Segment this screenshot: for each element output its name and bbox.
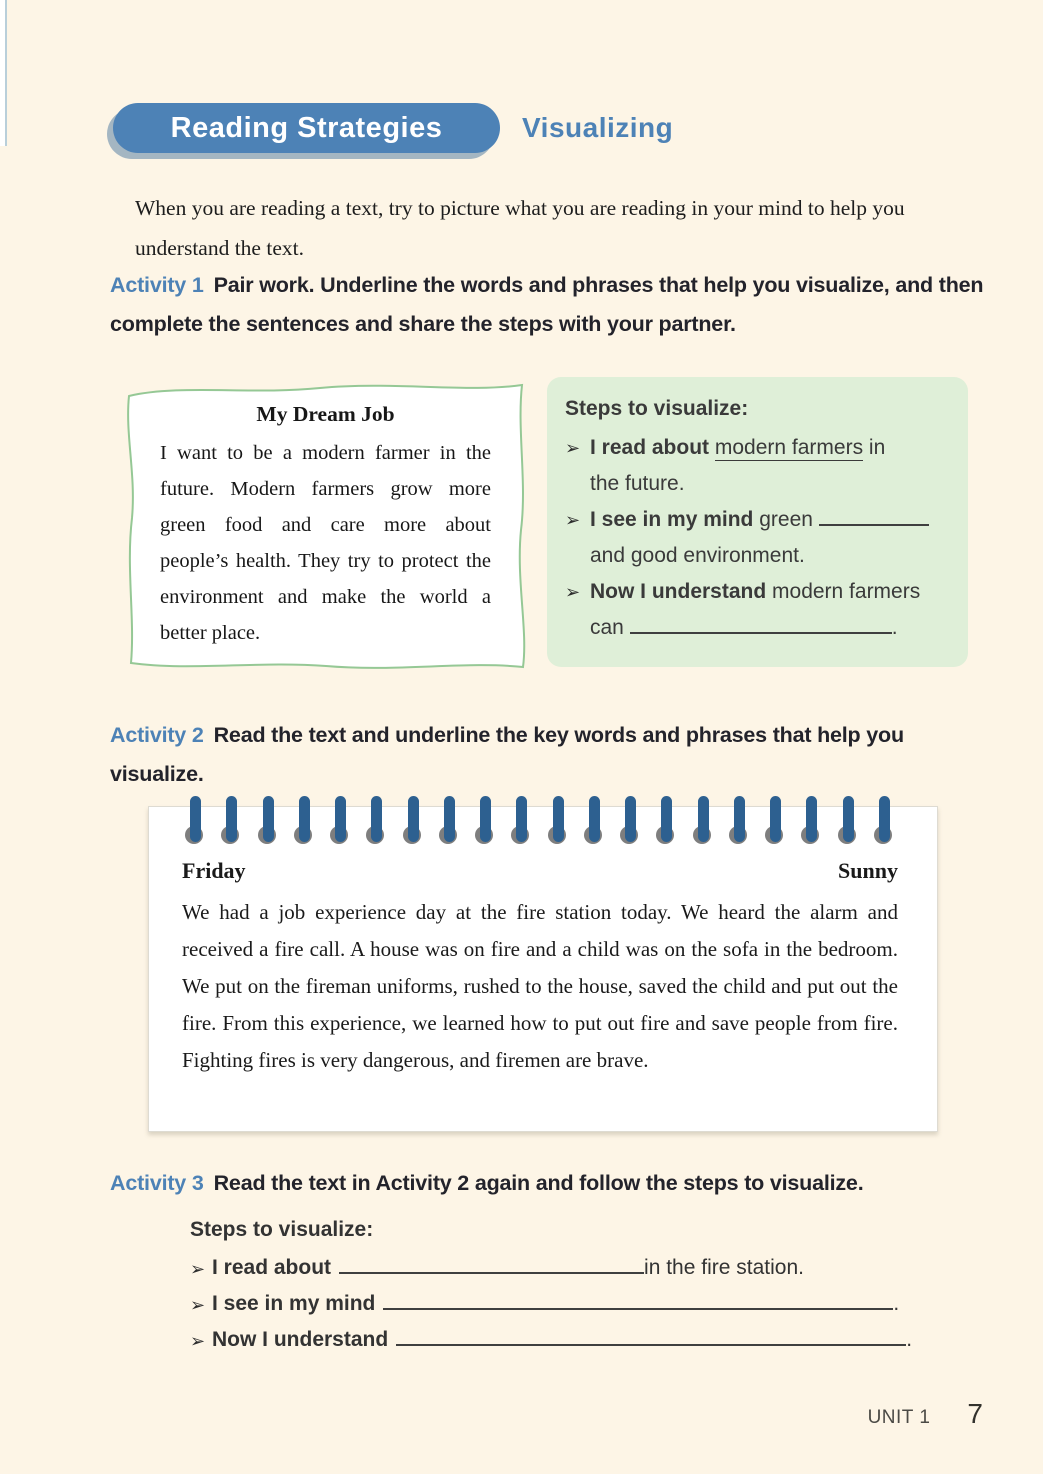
arrowhead-bullet-icon: ➢ (565, 438, 581, 458)
step-item-see-in-mind (565, 502, 950, 574)
step-item-read-about (565, 430, 950, 502)
diary-entry (148, 806, 938, 1079)
step3-lead: Now I understand (590, 580, 773, 603)
activity1-instruction: Pair work. Underline the words and phrases that help you visualize, and then complete the sentences and share the steps with your partner. (110, 273, 984, 336)
diary-text: We had a job experience day at the fire station today. We heard the alarm and received a fire call. A house was on fire and a child was on the sofa in the bedroom. We put on the fireman uniforms, rushed to the house, saved the child and put out the fire. From this experience, we learned how to put out fire and save people from fire. Fighting fires is very dangerous, and firemen are brave. (182, 900, 898, 1072)
arrowhead-bullet-icon: ➢ (565, 510, 581, 530)
step-tail: . (906, 1328, 913, 1351)
binding-pin-icon (371, 796, 382, 842)
fill-in-blank (383, 1289, 893, 1310)
badge-label: Reading Strategies (170, 111, 443, 144)
binding-pin-icon (480, 796, 491, 842)
step-item-now-understand (565, 574, 950, 646)
binding-pin-icon (698, 796, 709, 842)
binding-pin-icon (843, 796, 854, 842)
activity3-steps (190, 1212, 970, 1358)
diary-day: Friday (182, 858, 246, 883)
diary-weather: Sunny (838, 858, 898, 883)
binding-pin-icon (190, 796, 201, 842)
steps-list (565, 430, 950, 646)
binding-pin-icon (263, 796, 274, 842)
binding-pin-icon (444, 796, 455, 842)
binding-pin-icon (661, 796, 672, 842)
step3-line2: can (590, 616, 630, 639)
binding-pin-icon (299, 796, 310, 842)
binding-pin-icon (516, 796, 527, 842)
scan-page-edge (0, 0, 7, 146)
activity3-step2 (190, 1286, 970, 1322)
binding-pin-icon (625, 796, 636, 842)
fill-in-blank (819, 505, 929, 526)
step1-tail: in (863, 436, 886, 459)
dream-job-box (118, 378, 533, 675)
binding-pin-icon (553, 796, 564, 842)
binding-pin-icon (879, 796, 890, 842)
activity3-instruction: Read the text in Activity 2 again and follow the steps to visualize. (213, 1171, 864, 1195)
step1-underlined-phrase: modern farmers (714, 436, 864, 459)
arrowhead-bullet-icon: ➢ (190, 1295, 206, 1315)
intro-paragraph: When you are reading a text, try to picture what you are reading in your mind to help you understand the text. (135, 196, 905, 260)
activity3-label: Activity 3 (110, 1171, 204, 1195)
page-header (113, 103, 673, 153)
step3-period: . (891, 616, 898, 639)
fill-in-blank (630, 613, 892, 634)
dream-job-body: I want to be a modern farmer in the future. Modern farmers grow more green food and care more about people’s health. They try to protect the environment and make the world a better place. (160, 442, 491, 644)
binding-pin-icon (770, 796, 781, 842)
step2-text: green (759, 508, 819, 531)
unit-label: UNIT 1 (867, 1407, 931, 1428)
activity3-heading (110, 1164, 1020, 1203)
binding-pin-icon (226, 796, 237, 842)
step1-lead: I read about (590, 436, 715, 459)
diary-notebook (148, 806, 938, 1132)
step-lead: Now I understand (212, 1328, 389, 1351)
activity1-label: Activity 1 (110, 273, 204, 297)
step2-lead: I see in my mind (590, 508, 760, 531)
step2-line2: and good environment. (590, 544, 805, 567)
step1-line2: the future. (590, 472, 685, 495)
activity2-instruction: Read the text and underline the key words and phrases that help you visualize. (110, 723, 904, 786)
diary-header (182, 858, 898, 884)
step-tail: in the fire station. (644, 1256, 804, 1279)
activity3-step1 (190, 1250, 970, 1286)
steps-box-title: Steps to visualize: (565, 397, 749, 420)
step3-text: modern farmers (772, 580, 921, 603)
binding-pin-icon (589, 796, 600, 842)
step-lead: I read about (212, 1256, 332, 1279)
steps-to-visualize-box (547, 377, 968, 667)
fill-in-blank (396, 1325, 906, 1346)
dream-job-content (118, 378, 533, 651)
activity2-label: Activity 2 (110, 723, 204, 747)
binding-pin-icon (806, 796, 817, 842)
arrowhead-bullet-icon: ➢ (190, 1331, 206, 1351)
activity2-heading (110, 716, 990, 793)
reading-strategies-badge (113, 103, 500, 153)
spiral-binding (190, 796, 890, 846)
binding-pin-icon (408, 796, 419, 842)
activity3-step3 (190, 1322, 970, 1358)
page-footer (868, 1398, 983, 1430)
arrowhead-bullet-icon: ➢ (190, 1259, 206, 1279)
step-tail: . (893, 1292, 900, 1315)
page-number: 7 (967, 1398, 983, 1429)
binding-pin-icon (335, 796, 346, 842)
activity3-steps-title: Steps to visualize: (190, 1218, 374, 1241)
arrowhead-bullet-icon: ➢ (565, 582, 581, 602)
dream-job-title: My Dream Job (256, 402, 395, 426)
step-lead: I see in my mind (212, 1292, 376, 1315)
activity1-heading (110, 266, 990, 343)
fill-in-blank (339, 1253, 644, 1274)
strategy-subtitle: Visualizing (522, 112, 674, 143)
binding-pin-icon (734, 796, 745, 842)
